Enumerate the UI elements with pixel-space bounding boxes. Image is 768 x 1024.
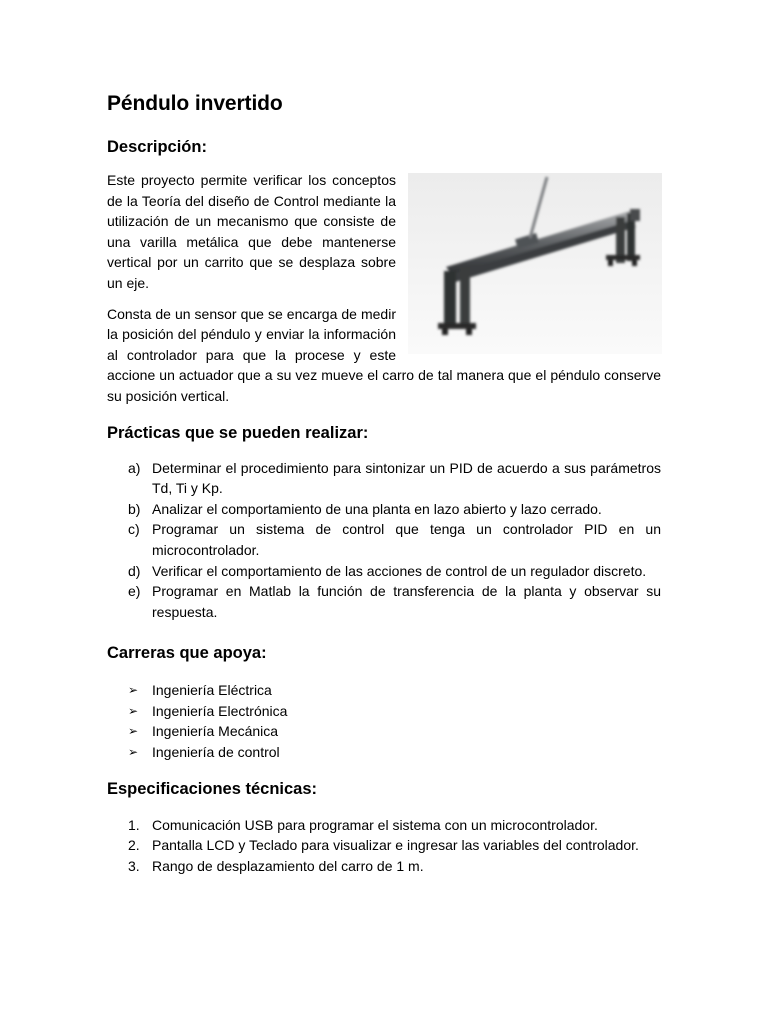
description-paragraph-2: Consta de un sensor que se encarga de medir la posición del péndulo y enviar la información al controlador para que la procese y este accione un actuador que a su vez mueve el carro de tal manera que el péndulo conserve su posición vertical. [107, 305, 661, 404]
list-marker: c) [128, 521, 140, 538]
carreras-list [107, 680, 661, 762]
arrow-bullet-icon: ➢ [128, 703, 139, 718]
list-item [107, 856, 661, 877]
description-heading: Descripción: [107, 138, 207, 156]
list-item-text: Programar en Matlab la función de transferencia de la planta y observar su respuesta. [152, 583, 661, 620]
list-item-text: Comunicación USB para programar el sistema con un microcontrolador. [152, 816, 598, 833]
inverted-pendulum-image [408, 173, 662, 354]
list-item [107, 742, 661, 763]
list-item [107, 458, 661, 499]
list-item-text: Pantalla LCD y Teclado para visualizar e ingresar las variables del controlador. [152, 837, 639, 854]
list-marker: 1. [128, 816, 140, 833]
list-marker: a) [128, 459, 141, 476]
list-item-text: Verificar el comportamiento de las acciones de control de un regulador discreto. [152, 562, 647, 579]
practicas-heading: Prácticas que se pueden realizar: [107, 423, 369, 442]
document-page [107, 88, 661, 876]
arrow-bullet-icon: ➢ [128, 724, 139, 739]
list-marker: b) [128, 500, 141, 517]
list-marker: 2. [128, 837, 140, 854]
list-item [107, 499, 661, 520]
list-item-text: Ingeniería de control [152, 744, 280, 761]
list-marker: d) [128, 562, 141, 579]
carreras-heading: Carreras que apoya: [107, 644, 267, 663]
list-marker: e) [128, 583, 141, 600]
practicas-list [107, 458, 661, 623]
list-item-text: Analizar el comportamiento de una planta en lazo abierto y lazo cerrado. [152, 500, 602, 517]
list-marker: 3. [128, 857, 140, 874]
description-paragraph-1: Este proyecto permite verificar los conceptos de la Teoría del diseño de Control mediante la utilización de un mecanismo que consiste de una varilla metálica que debe mantenerse vertical por un carrito que se desplaza sobre un eje. [107, 172, 396, 291]
document-title: Péndulo invertido [107, 92, 283, 115]
list-item [107, 680, 661, 701]
list-item-text: Programar un sistema de control que tenga un controlador PID en un microcontrolador. [152, 521, 661, 558]
list-item-text: Ingeniería Mecánica [152, 723, 279, 740]
list-item [107, 581, 661, 622]
list-item [107, 721, 661, 742]
list-item [107, 519, 661, 560]
list-item [107, 835, 661, 856]
list-item-text: Ingeniería Eléctrica [152, 682, 272, 699]
arrow-bullet-icon: ➢ [128, 683, 139, 698]
especificaciones-list [107, 815, 661, 877]
list-item-text: Rango de desplazamiento del carro de 1 m. [152, 857, 424, 874]
list-item [107, 815, 661, 836]
list-item-text: Ingeniería Electrónica [152, 702, 288, 719]
list-item [107, 561, 661, 582]
especificaciones-heading: Especificaciones técnicas: [107, 779, 318, 798]
arrow-bullet-icon: ➢ [128, 745, 139, 760]
list-item [107, 701, 661, 722]
list-item-text: Determinar el procedimiento para sintonizar un PID de acuerdo a sus parámetros Td, Ti y Kp. [152, 459, 661, 497]
